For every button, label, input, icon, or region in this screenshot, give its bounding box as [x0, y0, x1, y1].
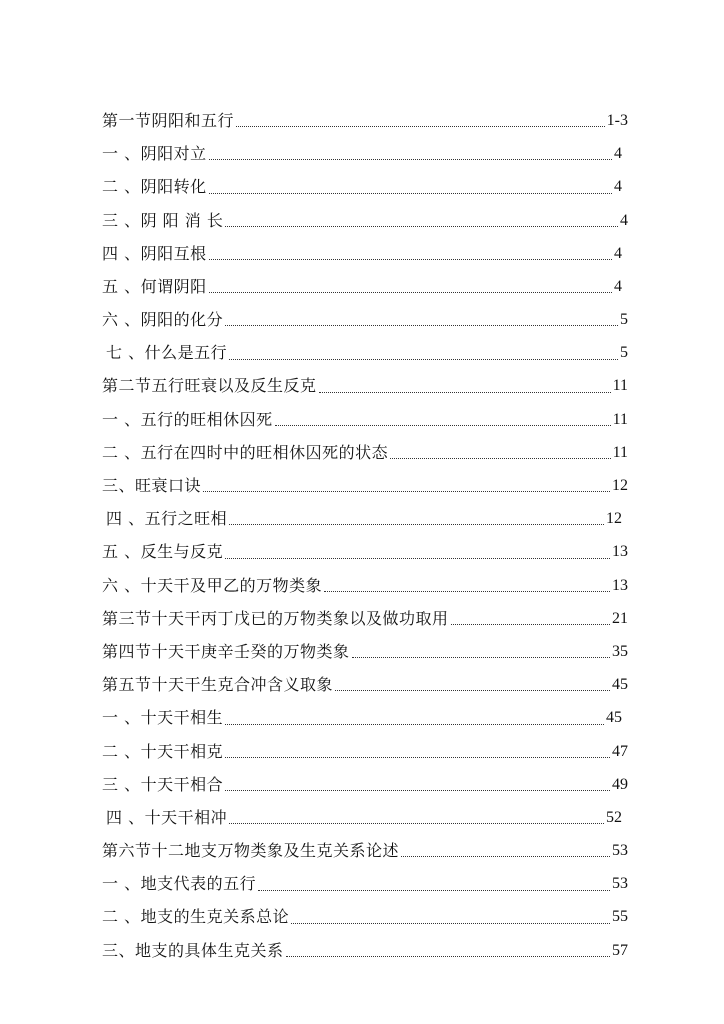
toc-entry[interactable]	[102, 701, 628, 734]
toc-entry[interactable]	[102, 768, 628, 801]
toc-entry[interactable]	[102, 303, 628, 336]
toc-entry[interactable]	[102, 569, 628, 602]
toc-entry-label: 第三节十天干丙丁戊已的万物类象以及做功取用	[102, 608, 449, 628]
toc-entry-page: 11	[612, 377, 628, 395]
toc-entry-label: 一 、十天干相生	[102, 708, 224, 728]
toc-leader-dots	[225, 790, 610, 791]
toc-entry[interactable]	[102, 867, 628, 900]
toc-leader-dots	[225, 325, 618, 326]
toc-entry-page: 1-3	[606, 111, 628, 129]
toc-entry-page: 4	[620, 211, 628, 229]
toc-entry[interactable]	[102, 436, 628, 469]
toc-leader-dots	[209, 292, 612, 293]
toc-entry-label: 二 、十天干相克	[102, 741, 224, 761]
toc-entry[interactable]	[102, 170, 628, 203]
toc-leader-dots	[258, 890, 610, 891]
toc-leader-dots	[229, 524, 604, 525]
toc-entry-page: 45	[612, 676, 628, 694]
toc-entry-page: 4	[614, 178, 622, 196]
toc-entry-label: 三 、阴 阳 消 长	[102, 210, 224, 230]
toc-leader-dots	[209, 193, 612, 194]
toc-entry-label: 二 、阴阳转化	[102, 177, 207, 197]
toc-entry[interactable]	[102, 204, 628, 237]
toc-entry-label: 一 、五行的旺相休囚死	[102, 409, 273, 429]
toc-leader-dots	[390, 458, 611, 459]
toc-entry-page: 5	[620, 311, 628, 329]
toc-entry-label: 四 、五行之旺相	[106, 509, 228, 529]
toc-entry[interactable]	[102, 934, 628, 967]
table-of-contents	[102, 104, 628, 967]
toc-entry-page: 21	[612, 609, 628, 627]
toc-entry[interactable]	[102, 336, 628, 369]
toc-entry-page: 47	[612, 742, 628, 760]
toc-entry-page: 12	[606, 510, 622, 528]
toc-entry-page: 5	[620, 344, 628, 362]
toc-entry[interactable]	[102, 668, 628, 701]
toc-entry[interactable]	[102, 801, 628, 834]
toc-entry-page: 11	[612, 410, 628, 428]
toc-leader-dots	[225, 757, 610, 758]
toc-entry-label: 七 、什么是五行	[106, 343, 228, 363]
toc-leader-dots	[401, 856, 610, 857]
toc-entry-page: 12	[612, 477, 628, 495]
toc-leader-dots	[225, 558, 610, 559]
toc-entry-page: 4	[614, 145, 622, 163]
toc-entry[interactable]	[102, 270, 628, 303]
toc-entry-page: 35	[612, 642, 628, 660]
toc-entry-label: 第二节五行旺衰以及反生反克	[102, 376, 317, 396]
toc-entry-label: 一 、阴阳对立	[102, 144, 207, 164]
toc-entry-page: 52	[606, 808, 622, 826]
toc-leader-dots	[324, 591, 610, 592]
toc-entry-label: 六 、十天干及甲乙的万物类象	[102, 575, 323, 595]
toc-leader-dots	[352, 657, 610, 658]
toc-leader-dots	[203, 491, 610, 492]
toc-entry-label: 五 、反生与反克	[102, 542, 224, 562]
toc-entry-page: 45	[606, 709, 622, 727]
toc-entry-label: 六 、阴阳的化分	[102, 310, 224, 330]
toc-entry[interactable]	[102, 535, 628, 568]
toc-entry-label: 三 、十天干相合	[102, 774, 224, 794]
toc-entry[interactable]	[102, 104, 628, 137]
toc-entry-label: 二 、五行在四时中的旺相休囚死的状态	[102, 442, 389, 462]
toc-entry-label: 第四节十天干庚辛壬癸的万物类象	[102, 641, 350, 661]
toc-entry-label: 三、地支的具体生克关系	[102, 940, 284, 960]
toc-leader-dots	[229, 823, 604, 824]
toc-entry-page: 13	[612, 543, 628, 561]
toc-entry[interactable]	[102, 137, 628, 170]
toc-entry[interactable]	[102, 901, 628, 934]
toc-entry-label: 四 、十天干相冲	[106, 807, 228, 827]
toc-entry-label: 第六节十二地支万物类象及生克关系论述	[102, 841, 400, 861]
toc-entry-page: 4	[614, 244, 622, 262]
toc-leader-dots	[236, 126, 605, 127]
toc-leader-dots	[335, 690, 610, 691]
toc-leader-dots	[451, 624, 610, 625]
toc-entry-page: 53	[612, 875, 628, 893]
toc-leader-dots	[286, 956, 610, 957]
toc-leader-dots	[229, 359, 618, 360]
toc-entry[interactable]	[102, 735, 628, 768]
toc-entry-page: 55	[612, 908, 628, 926]
toc-leader-dots	[225, 724, 604, 725]
toc-entry[interactable]	[102, 237, 628, 270]
toc-entry-label: 第一节阴阳和五行	[102, 110, 235, 130]
toc-entry-label: 第五节十天干生克合冲含义取象	[102, 675, 334, 695]
toc-entry-label: 二 、地支的生克关系总论	[102, 907, 290, 927]
toc-entry-page: 4	[614, 277, 622, 295]
toc-leader-dots	[225, 226, 618, 227]
toc-entry-label: 三、旺衰口诀	[102, 476, 202, 496]
toc-entry[interactable]	[102, 370, 628, 403]
toc-entry-label: 一 、地支代表的五行	[102, 874, 257, 894]
toc-leader-dots	[275, 425, 611, 426]
toc-entry[interactable]	[102, 469, 628, 502]
toc-entry[interactable]	[102, 834, 628, 867]
toc-entry-page: 49	[612, 775, 628, 793]
toc-leader-dots	[209, 259, 612, 260]
toc-entry-page: 57	[612, 941, 628, 959]
toc-leader-dots	[291, 923, 610, 924]
toc-leader-dots	[319, 392, 611, 393]
toc-entry[interactable]	[102, 602, 628, 635]
toc-leader-dots	[209, 159, 612, 160]
toc-entry-label: 五 、何谓阴阳	[102, 276, 207, 296]
toc-entry[interactable]	[102, 635, 628, 668]
toc-entry-page: 53	[612, 842, 628, 860]
toc-entry-label: 四 、阴阳互根	[102, 243, 207, 263]
toc-entry[interactable]	[102, 502, 628, 535]
toc-entry[interactable]	[102, 403, 628, 436]
toc-entry-page: 13	[612, 576, 628, 594]
toc-entry-page: 11	[612, 443, 628, 461]
